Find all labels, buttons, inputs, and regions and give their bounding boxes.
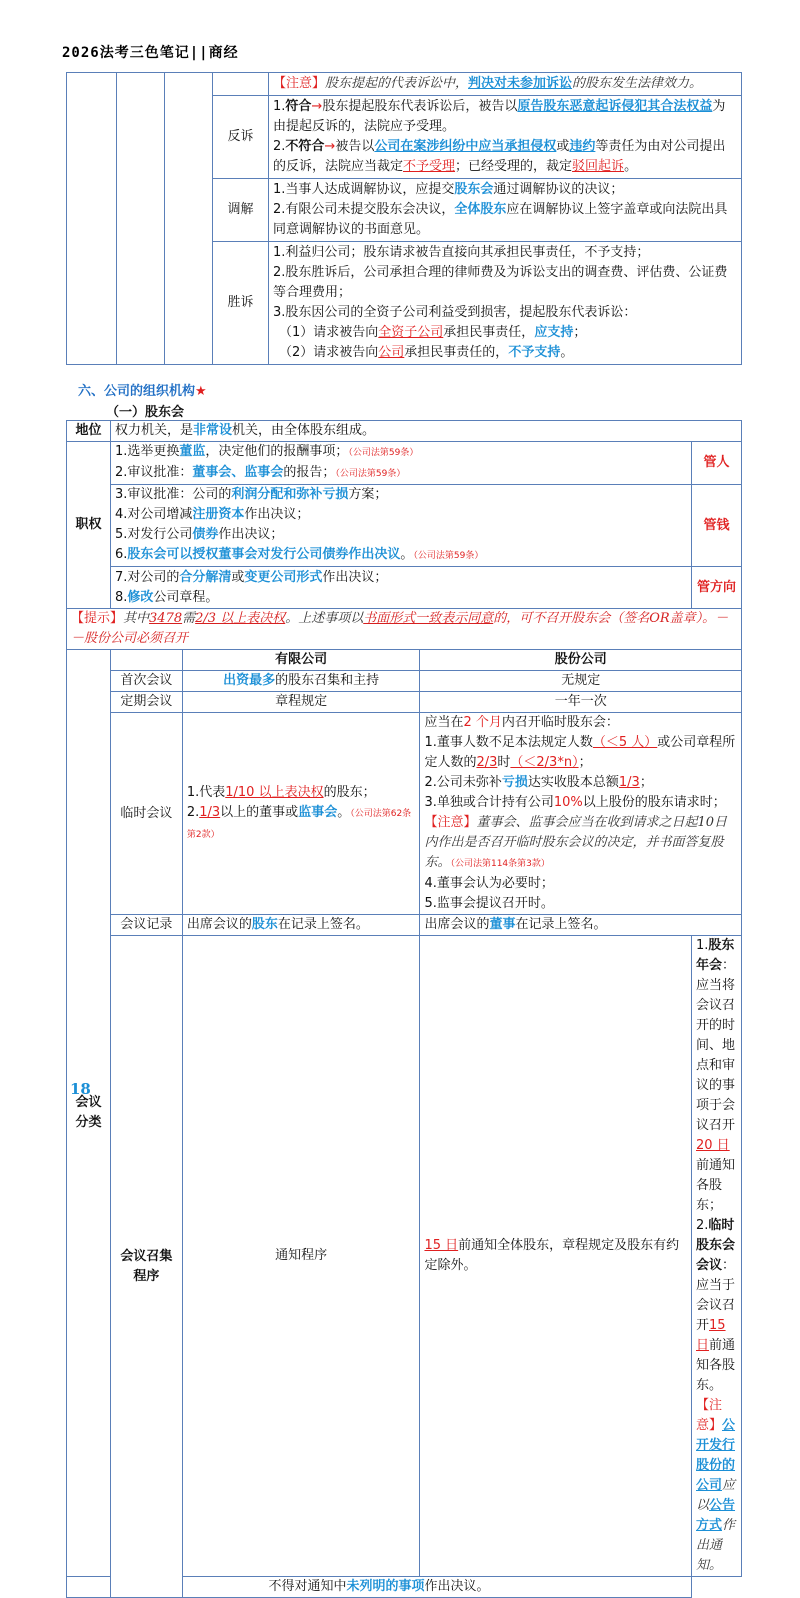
record-row: 会议记录 出席会议的股东在记录上签名。 出席会议的董事在记录上签名。 (67, 915, 742, 936)
mediation-row: 调解 1.当事人达成调解协议，应提交股东会通过调解协议的决议； 2.有限公司未提交股东会决议，全体股东应在调解协议上签字盖章或向法院出具同意调解协议的书面意见。 (67, 179, 742, 242)
tag-manage-money: 管钱 (692, 485, 742, 567)
meeting-header-row: 会议分类 有限公司 股份公司 (67, 650, 742, 671)
duties-group-money: 3.审议批准：公司的利润分配和弥补亏损方案； 4.对公司增减注册资本作出决议； 5.对发行公司债券作出决议； 6.股东会可以授权董事会对发行公司债券作出决议。（公司法第59条） 管钱 (67, 485, 742, 567)
hint-row: 【提示】其中3478需2/3 以上表决权。上述事项以书面形式一致表示同意的，可不召开股东会（签名OR盖章）。－－股份公司必须召开 (67, 609, 742, 650)
mediation-label: 调解 (213, 179, 269, 242)
duties-group-people: 职权 1.选举更换董监，决定他们的报酬事项；（公司法第59条） 2.审议批准：董事会、监事会的报告；（公司法第59条） 管人 (67, 442, 742, 485)
counterclaim-label: 反诉 (213, 96, 269, 179)
star-icon: ★ (195, 384, 207, 399)
duties-group-direction: 7.对公司的合分解清或变更公司形式作出决议； 8.修改公司章程。 管方向 (67, 567, 742, 609)
counterclaim-line-1: 1.符合→股东提起股东代表诉讼后，被告以原告股东恶意起诉侵犯其合法权益为由提起反诉的，法院应予受理。 (273, 99, 726, 134)
interim-meeting-row: 临时会议 1.代表1/10 以上表决权的股东； 2.1/3以上的董事或监事会。（公司法第62条第2款） 应当在2 个月内召开临时股东会： 1.董事人数不足本法规定人数（＜5 人）或公司章程所定人数的2/3时（＜2/3*n）； 2.公司未弥补亏损达实收股本总额1/3； 3.单独或合计持有公司10%以上股份的股东请求时； 【注意】董事会、监事会应当在收到请求之日起10日内作出是否召开临时股东会议的决定，并书面答复股东。（公司法第114条第3款） 4.董事会认为必要时； 5.监事会提议召开时。 (67, 713, 742, 915)
duties-label: 职权 (67, 442, 111, 609)
regular-meeting-row: 定期会议 章程规定 一年一次 (67, 692, 742, 713)
win-row: 胜诉 1.利益归公司；股东请求被告直接向其承担民事责任，不予支持； 2.股东胜诉后，公司承担合理的律师费及为诉讼支出的调查费、评估费、公证费等合理费用； 3.股东因公司的全资子公司利益受到损害，提起股东代表诉讼： （1）请求被告向全资子公司承担民事责任，应支持； （2）请求被告向公司承担民事责任的，不予支持。 (67, 242, 742, 365)
first-meeting-row: 首次会议 出资最多的股东召集和主持 无规定 (67, 671, 742, 692)
shareholders-meeting-table (66, 420, 742, 1598)
page-header: 2026法考三色笔记||商经 (62, 45, 239, 61)
subsection-title: （一）股东会 (106, 405, 185, 420)
status-label: 地位 (67, 421, 111, 442)
win-label: 胜诉 (213, 242, 269, 365)
tag-manage-people: 管人 (692, 442, 742, 485)
tag-manage-direction: 管方向 (692, 567, 742, 609)
counterclaim-line-2: 2.不符合→被告以公司在案涉纠纷中应当承担侵权或违约等责任为由对公司提出的反诉，法院应当裁定不予受理；已经受理的，裁定驳回起诉。 (273, 139, 726, 174)
status-row: 地位 权力机关，是非常设机关，由全体股东组成。 (67, 421, 742, 442)
meetings-label: 会议分类 (67, 650, 111, 1577)
page-number: 18 (70, 1080, 91, 1098)
notice-row: 会议召集程序 通知程序 15 日前通知全体股东，章程规定及股东有约定除外。 1.股东年会：应当将会议召开的时间、地点和审议的事项于会议召开20 日前通知各股东； 2.临时股东会会议：应当于会议召开15 日前通知各股东。【注意】公开发行股份的公司应以公告方式作出通知。 (67, 936, 742, 1577)
section-title: 六、公司的组织机构★ (78, 384, 207, 399)
derivative-suit-table (66, 72, 742, 365)
final-row: 不得对通知中未列明的事项作出决议。 (67, 1577, 742, 1598)
convene-label: 会议召集程序 (110, 936, 182, 1598)
note-row: 【注意】股东提起的代表诉讼中，判决对未参加诉讼的股东发生法律效力。 (67, 73, 742, 96)
